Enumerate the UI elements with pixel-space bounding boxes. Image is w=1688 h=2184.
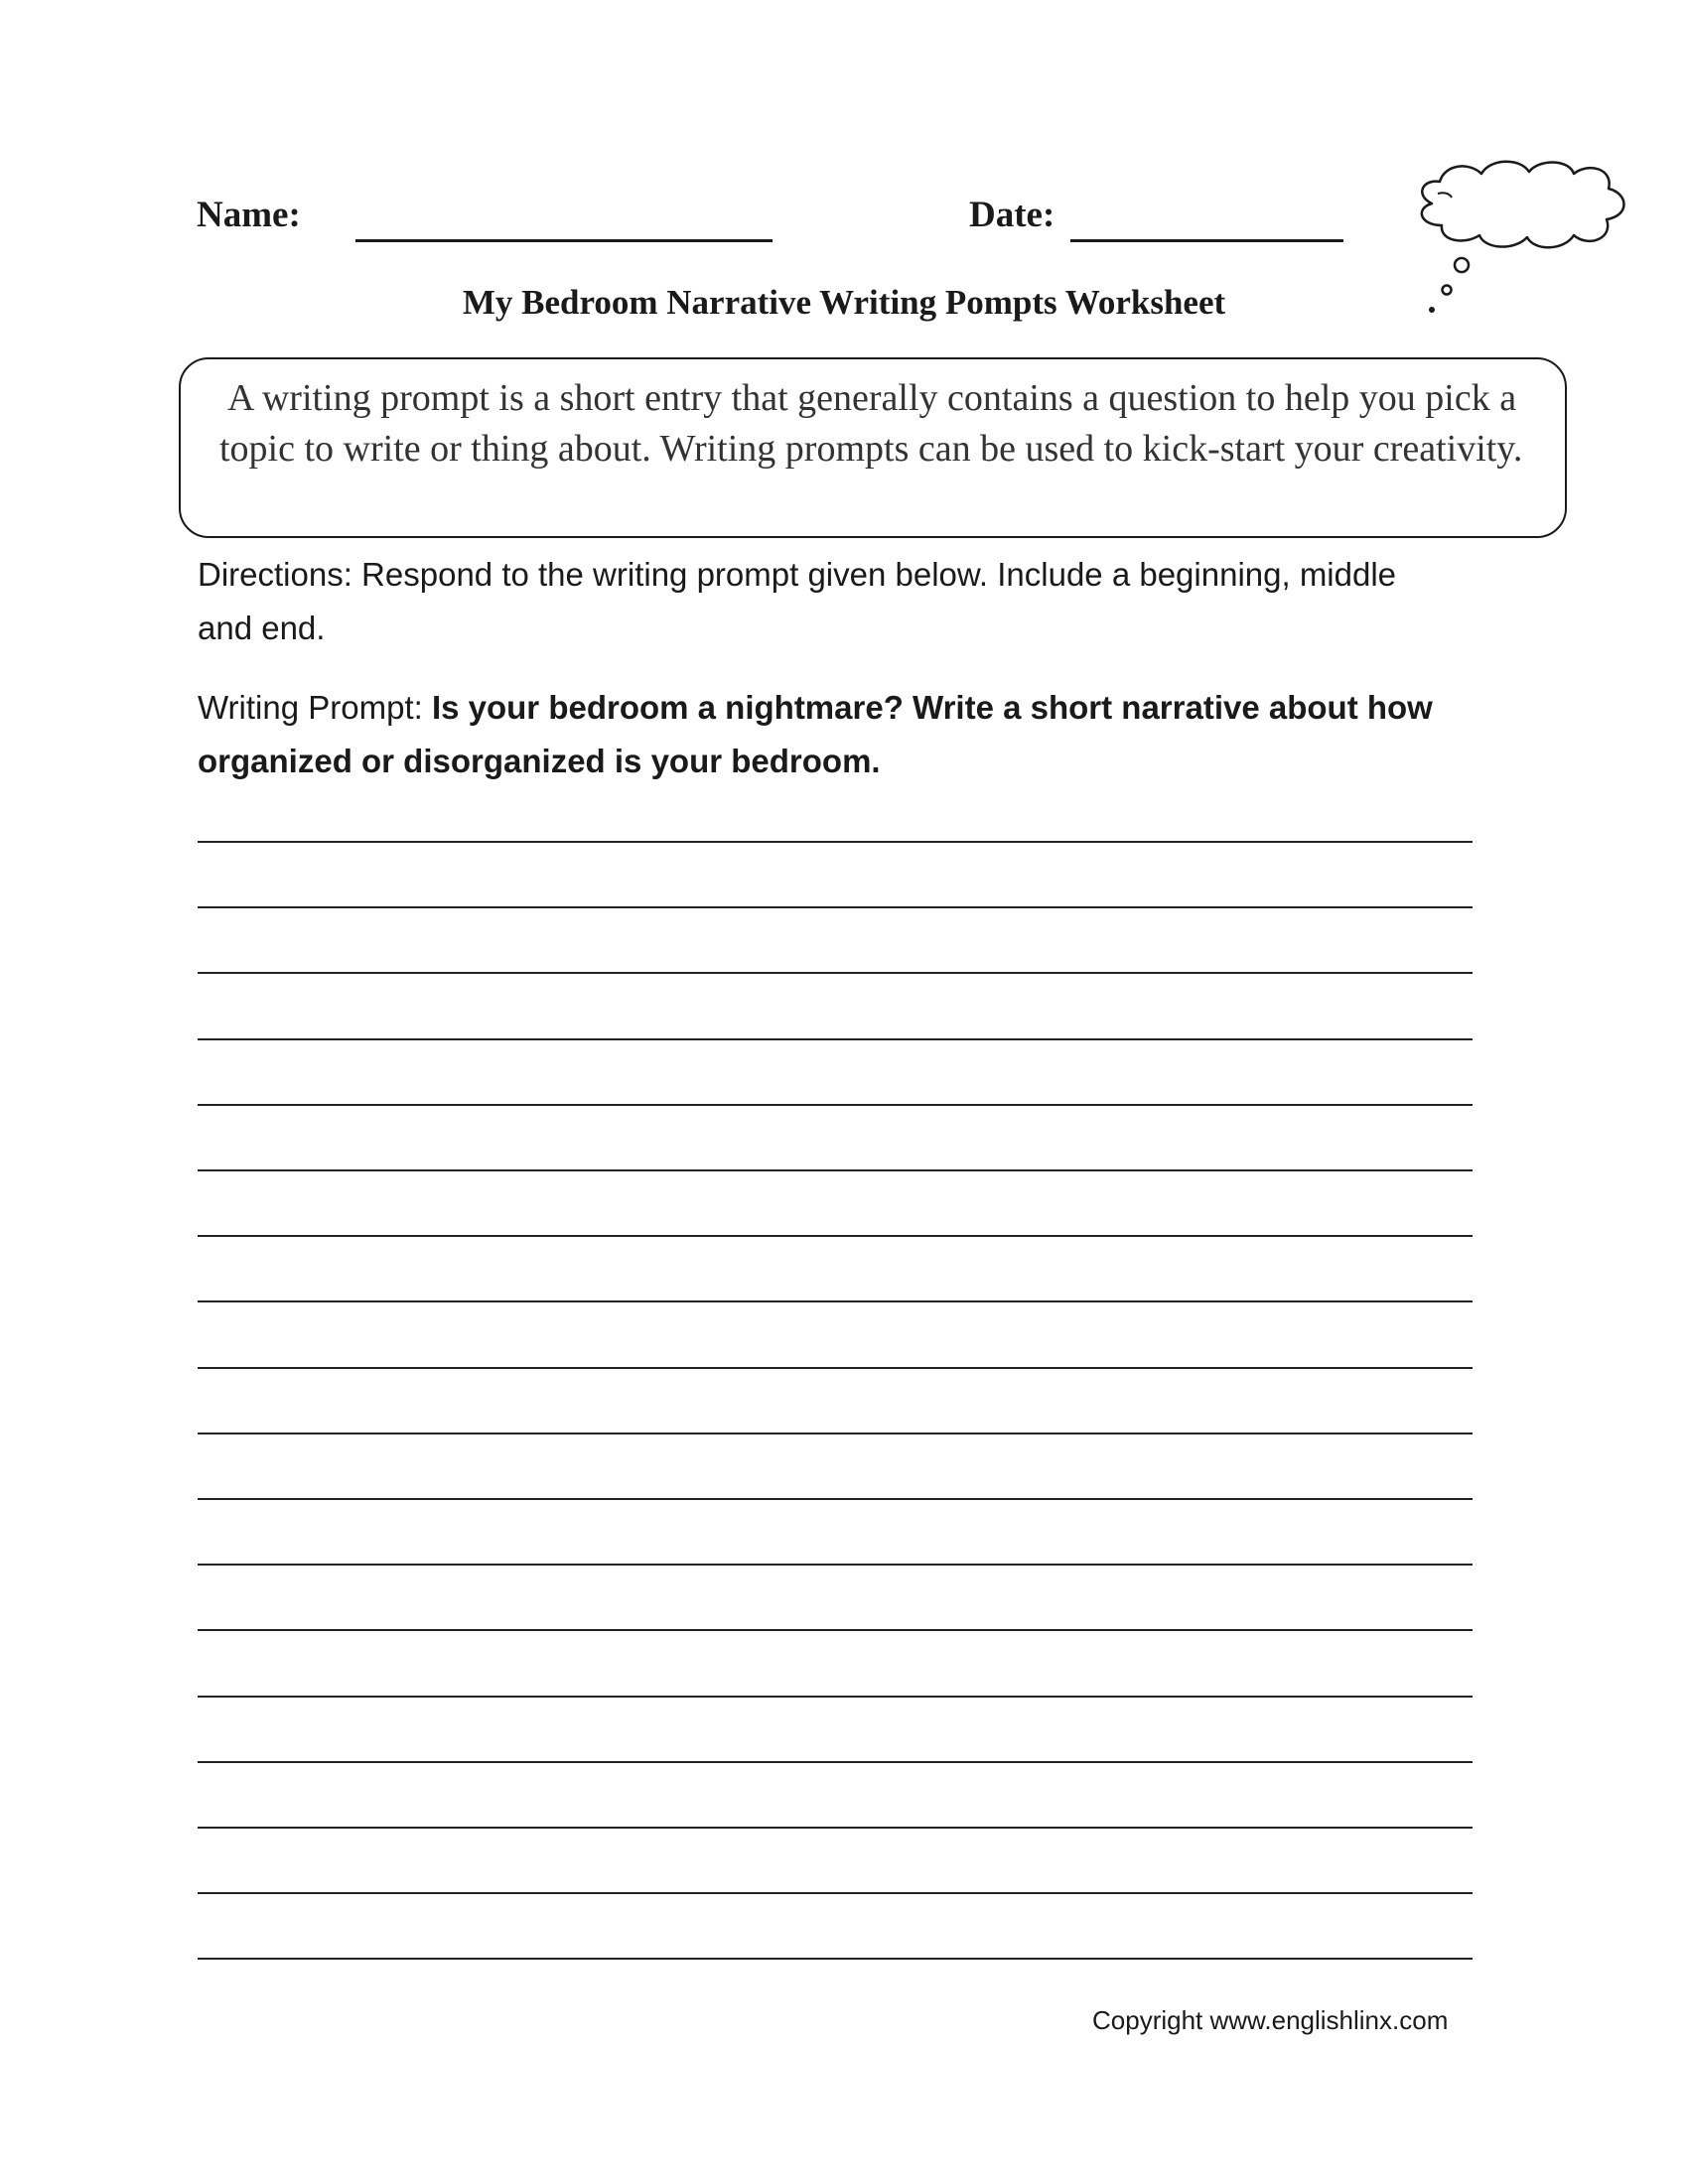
writing-area[interactable]: [198, 794, 1473, 1985]
writing-line[interactable]: [198, 1958, 1473, 1960]
writing-line[interactable]: [198, 1892, 1473, 1894]
date-label: Date:: [969, 195, 1055, 235]
writing-line[interactable]: [198, 1629, 1473, 1631]
header-row: [197, 194, 1358, 253]
name-field[interactable]: [355, 239, 773, 242]
writing-line[interactable]: [198, 906, 1473, 908]
writing-line[interactable]: [198, 1367, 1473, 1369]
writing-line[interactable]: [198, 841, 1473, 843]
directions-text: Directions: Respond to the writing prompt given below. Include a beginning, middle and end.: [198, 556, 1397, 646]
page-title: My Bedroom Narrative Writing Pompts Worksheet: [462, 283, 1226, 322]
writing-line[interactable]: [198, 1696, 1473, 1698]
writing-line[interactable]: [198, 1104, 1473, 1106]
writing-line[interactable]: [198, 1564, 1473, 1566]
writing-prompt-question: Is your bedroom a nightmare? Write a short narrative about how organized or disorganized is your bedroom.: [198, 689, 1433, 779]
date-field[interactable]: [1070, 239, 1343, 242]
name-label: Name:: [197, 195, 301, 235]
writing-line[interactable]: [198, 1761, 1473, 1763]
definition-box: [179, 357, 1567, 538]
writing-line[interactable]: [198, 972, 1473, 974]
writing-prompt: [198, 681, 1469, 788]
writing-line[interactable]: [198, 1169, 1473, 1171]
copyright-text: Copyright www.englishlinx.com: [1092, 2005, 1449, 2035]
writing-line[interactable]: [198, 1498, 1473, 1500]
writing-prompt-label: Writing Prompt:: [198, 689, 432, 726]
writing-line[interactable]: [198, 1300, 1473, 1302]
writing-line[interactable]: [198, 1827, 1473, 1829]
writing-line[interactable]: [198, 1235, 1473, 1237]
writing-line[interactable]: [198, 1038, 1473, 1040]
definition-text: A writing prompt is a short entry that generally contains a question to help you pick a topic to write or thing about. Writing prompts can be used to kick-start your creativity.: [219, 377, 1523, 470]
writing-line[interactable]: [198, 1433, 1473, 1434]
